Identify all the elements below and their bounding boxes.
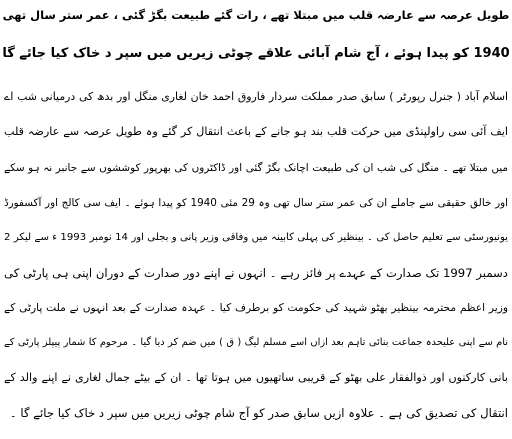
body-line-2: ایف آئی سی راولپنڈی میں حرکت قلب بند ہو جانے کے باعث انتقال کر گئے وہ طویل عرصہ سے عارضہ قلب	[4, 125, 508, 138]
body-line-8: نام سے اپنی علیحدہ جماعت بنائی تاہم بعد ازاں اسے مسلم لیگ ( ق ) میں ضم کر دیا گیا ۔ مرحوم کا شمار پیپلز پارٹی کے	[4, 337, 508, 348]
body-line-3: میں مبتلا تھے ۔ منگل کی شب ان کی طبیعت اچانک بگڑ گئی اور ڈاکٹروں کی بھرپور کوششوں سے جانبر نہ ہو سکے	[4, 162, 508, 174]
body-line-6: دسمبر 1997 تک صدارت کے عہدے پر فائز رہے ۔ انہوں نے اپنے دور صدارت کے دوران اپنی ہی پارٹی کی	[4, 266, 508, 280]
body-line-1: اسلام آباد ( جنرل رپورٹر ) سابق صدر مملکت سردار فاروق احمد خان لغاری منگل اور بدھ کی درمیانی شب اے	[4, 90, 508, 103]
body-line-5: یونیورسٹی سے تعلیم حاصل کی ۔ بینظیر کی پہلی کابینہ میں وفاقی وزیر پانی و بجلی اور 14 نومبر 1993 ء سے لیکر 2	[4, 232, 508, 243]
body-line-4: اور خالق حقیقی سے جاملے ان کی عمر ستر سال تھی وہ 29 مئی 1940 کو پیدا ہوئے ۔ ایف سی کالج اور آکسفورڈ	[4, 197, 508, 209]
body-line-9: بانی کارکنوں اور ذوالفقار علی بھٹو کے قریبی ساتھیوں میں ہوتا تھا ۔ ان کے بیٹے جمال لغاری نے اپنے والد کے	[4, 371, 508, 384]
body-line-7: وزیر اعظم محترمہ بینظیر بھٹو شہید کی حکومت کو برطرف کیا ۔ عہدہ صدارت کے بعد انہوں نے ملت پارٹی کے	[4, 301, 508, 314]
headline-line-1: طویل عرصہ سے عارضہ قلب میں مبتلا تھے ، رات گئے طبیعت بگڑ گئی ، عمر ستر سال تھی	[2, 8, 510, 22]
headline-line-2: 1940 کو پیدا ہوئے ، آج شام آبائی علاقے چوٹی زیریں میں سپر د خاک کیا جائے گا	[2, 46, 510, 61]
body-line-10: انتقال کی تصدیق کی ہے ۔ علاوہ ازیں سابق صدر کو آج شام چوٹی زیریں میں سپر د خاک کیا جائے گا ۔	[9, 406, 508, 420]
